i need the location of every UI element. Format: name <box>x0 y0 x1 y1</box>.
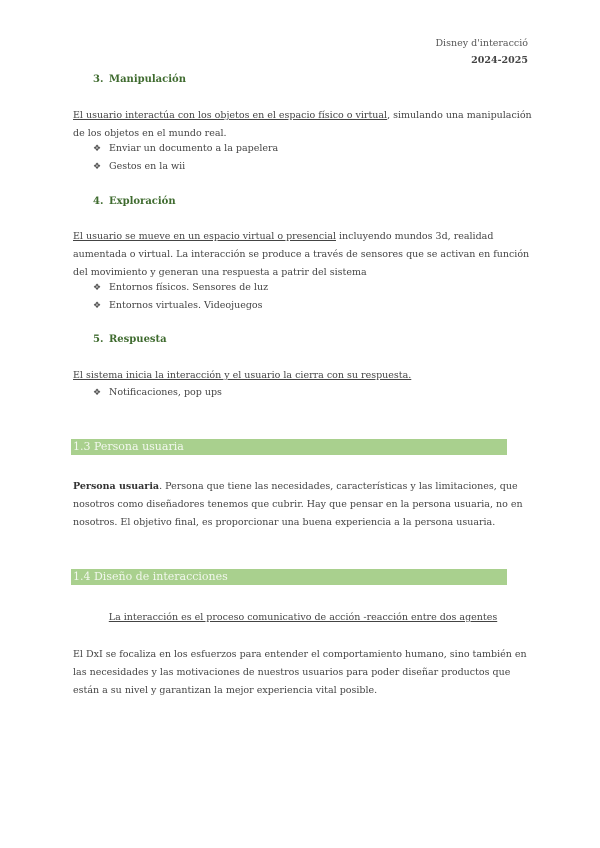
header-year: 2024-2025 <box>471 55 528 66</box>
paragraph-text: , simulando una manipulación de los objetos en el mundo real. <box>73 110 532 139</box>
section-title: Manipulación <box>109 74 186 85</box>
list-item <box>93 387 222 398</box>
list-item-text: Enviar un documento a la papelera <box>109 143 279 154</box>
section-number: 3. <box>93 74 104 85</box>
underlined-phrase: El usuario interactúa con los objetos en el espacio físico o virtual <box>73 110 388 121</box>
list-item-text: Entornos físicos. Sensores de luz <box>109 282 269 293</box>
persona-paragraph <box>73 478 533 532</box>
diamond-bullet-icon: ❖ <box>93 388 102 398</box>
section-number: 5. <box>93 334 104 345</box>
diamond-bullet-icon: ❖ <box>93 162 102 172</box>
section-title: Respuesta <box>109 334 167 345</box>
section-3-heading <box>93 74 186 85</box>
bold-term: Persona usuaria <box>73 481 160 492</box>
dxi-paragraph: El DxI se focaliza en los esfuerzos para entender el comportamiento humano, sino también en las necesidades y las motivaciones de nuestros usuarios para poder diseñar productos que están a su nivel y garantizan la mejor experiencia vital posible. <box>73 649 527 696</box>
list-item <box>93 300 263 311</box>
list-item <box>93 143 278 154</box>
section-3-paragraph <box>73 107 533 143</box>
list-item-text: Entornos virtuales. Videojuegos <box>109 300 263 311</box>
section-heading-band: 1.3 Persona usuaria <box>71 439 507 455</box>
section-heading-band: 1.4 Diseño de interacciones <box>71 569 507 585</box>
section-number: 4. <box>93 196 104 207</box>
centered-definition: La interacción es el proceso comunicativo de acción -reacción entre dos agentes <box>108 612 498 623</box>
diamond-bullet-icon: ❖ <box>93 301 102 311</box>
list-item <box>93 282 268 293</box>
section-title: Exploración <box>109 196 176 207</box>
list-item <box>93 161 185 172</box>
paragraph-text: incluyendo mundos 3d, realidad aumentada o virtual. La interacción se produce a través de sensores que se activan en función del movimiento y generan una respuesta a patrir del sistema <box>73 231 530 278</box>
section-5-paragraph <box>73 367 533 385</box>
header-subject: Disney d'interacció <box>435 38 528 49</box>
diamond-bullet-icon: ❖ <box>93 144 102 154</box>
list-item-text: Gestos en la wii <box>109 161 186 172</box>
section-5-heading <box>93 334 167 345</box>
diamond-bullet-icon: ❖ <box>93 283 102 293</box>
underlined-phrase: El sistema inicia la interacción y el usuario la cierra con su respuesta. <box>73 370 412 381</box>
paragraph-text: . Persona que tiene las necesidades, características y las limitaciones, que nosotros como diseñadores tenemos que cubrir. Hay que pensar en la persona usuaria, no en nosotros. El objetivo final, es proporcionar una buena experiencia a la persona usuaria. <box>73 481 523 528</box>
underlined-phrase: El usuario se mueve en un espacio virtual o presencial <box>73 231 336 242</box>
section-4-heading <box>93 196 176 207</box>
section-4-paragraph <box>73 228 533 282</box>
list-item-text: Notificaciones, pop ups <box>109 387 222 398</box>
